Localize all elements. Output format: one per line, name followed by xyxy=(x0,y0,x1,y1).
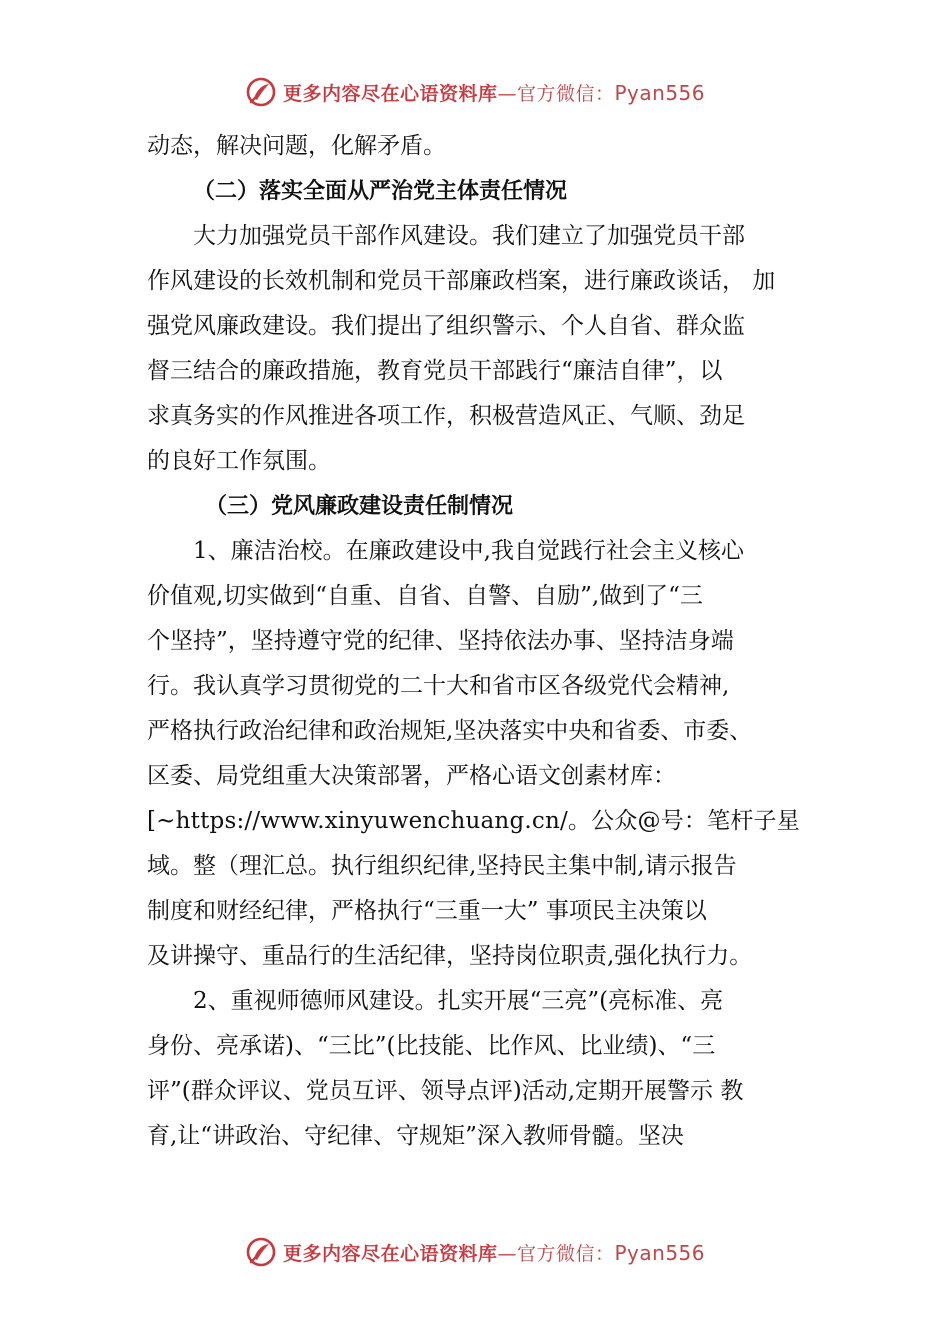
text-line: 督三结合的廉政措施，教育党员干部践行“廉洁自律”，以 xyxy=(147,358,723,384)
header-watermark-banner xyxy=(0,72,950,112)
text-line: 域。整（理汇总。执行组织纪律,坚持民主集中制,请示报告 xyxy=(147,853,737,879)
text-line: 区委、局党组重大决策部署，严格心语文创素材库： xyxy=(147,763,676,789)
text-line: 制度和财经纪律，严格执行“三重一大” 事项民主决策以 xyxy=(147,898,707,924)
text-line: 价值观,切实做到“自重、自省、自警、自励”,做到了“三 xyxy=(147,583,703,609)
text-line: 育,让“讲政治、守纪律、守规矩”深入教师骨髓。坚决 xyxy=(147,1123,684,1149)
text-line: 严格执行政治纪律和政治规矩,坚决落实中央和省委、市委、 xyxy=(147,718,753,744)
text-line: 身份、亮承诺)、“三比”(比技能、比作风、比业绩)、“三 xyxy=(147,1033,716,1059)
text-line: 1、廉洁治校。在廉政建设中,我自觉践行社会主义核心 xyxy=(193,538,744,564)
text-line: 个坚持”，坚持遵守党的纪律、坚持依法办事、坚持洁身端 xyxy=(147,628,734,654)
text-line: 大力加强党员干部作风建设。我们建立了加强党员干部 xyxy=(193,223,745,249)
brand-logo-icon xyxy=(245,76,277,108)
text-line: 2、重视师德师风建设。扎实开展“三亮”(亮标准、亮 xyxy=(193,988,724,1014)
text-line: 行。我认真学习贯彻党的二十大和省市区各级党代会精神, xyxy=(147,673,730,699)
section-heading: （二）落实全面从严治党主体责任情况 xyxy=(193,179,568,204)
text-line: 动态，解决问题，化解矛盾。 xyxy=(147,133,446,159)
watermark-text: 更多内容尽在心语资料库—官方微信：Pyan556 xyxy=(282,80,706,105)
text-line: 作风建设的长效机制和党员干部廉政档案，进行廉政谈话， 加 xyxy=(147,268,776,294)
brand-logo-icon xyxy=(245,1236,277,1268)
text-line: 的良好工作氛围。 xyxy=(147,448,331,474)
text-line: [~https://www.xinyuwenchuang.cn/。公众@号：笔杆子星 xyxy=(147,808,800,834)
text-line: 评”(群众评议、党员互评、领导点评)活动,定期开展警示 教 xyxy=(147,1078,744,1104)
footer-watermark-banner xyxy=(0,1232,950,1272)
text-line: 求真务实的作风推进各项工作，积极营造风正、气顺、劲足 xyxy=(147,403,745,429)
text-line: 强党风廉政建设。我们提出了组织警示、个人自省、群众监 xyxy=(147,313,745,339)
document-body xyxy=(147,124,811,1159)
text-line: 及讲操守、重品行的生活纪律，坚持岗位职责,强化执行力。 xyxy=(147,943,753,969)
watermark-text: 更多内容尽在心语资料库—官方微信：Pyan556 xyxy=(282,1240,706,1265)
section-heading: （三）党风廉政建设责任制情况 xyxy=(205,494,514,519)
